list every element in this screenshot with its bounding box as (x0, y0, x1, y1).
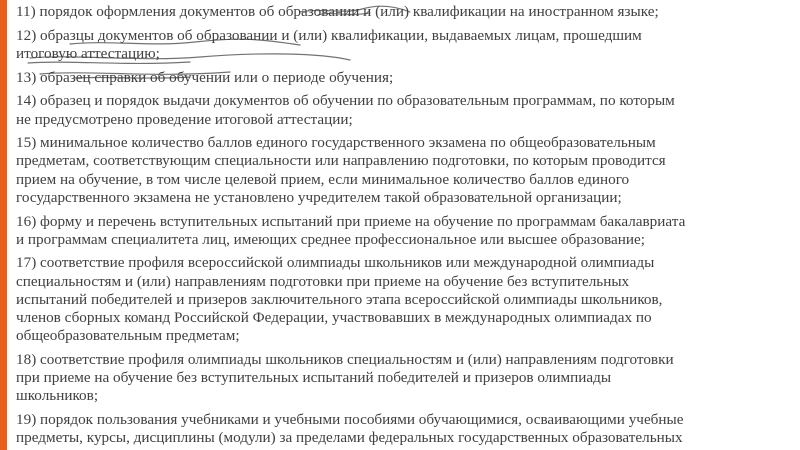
list-item: 15) минимальное количество баллов единого государственного экзамена по общеобразовательным предметам, соответствующим специальности или направлению подготовки, по которым проводится прием на обучение, в том числе целевой прием, если минимальное количество баллов единого государственного экзамена не установлено учредителем такой образовательной организации; (16, 134, 666, 206)
list-item: 16) форму и перечень вступительных испытаний при приеме на обучение по программам бакалавриата и программам специалитета лиц, имеющих среднее профессиональное или высшее образование; (16, 212, 686, 248)
accent-bar (0, 0, 7, 450)
list-item: 14) образец и порядок выдачи документов об обучении по образовательным программам, по которым не предусмотрено проведение итоговой аттестации; (16, 92, 675, 128)
list-item: 17) соответствие профиля всероссийской олимпиады школьников или международной олимпиады специальностям и (или) направлениям подготовки при приеме на обучение без вступительных испытаний победителей и призеров заключительного этапа всероссийской олимпиады школьников, членов сборных команд Российской Федерации, участвовавших в международных олимпиадах по общеобразовательным предметам; (16, 254, 663, 345)
list-item: 19) порядок пользования учебниками и учебными пособиями обучающимися, осваивающими учебные предметы, курсы, дисциплины (модули) за пределами федеральных государственных образовательных (16, 411, 684, 447)
slide-body (16, 3, 796, 450)
list-item: 18) соответствие профиля олимпиады школьников специальностям и (или) направлениям подготовки при приеме на обучение без вступительных испытаний победителей и призеров олимпиады школьников; (16, 350, 674, 405)
list-item: 13) образец справки об обучении или о периоде обучения; (16, 68, 394, 86)
list-item: 12) образцы документов об образовании и (или) квалификации, выдаваемых лицам, прошедшим итоговую аттестацию; (16, 26, 642, 62)
list-item: 11) порядок оформления документов об образовании и (или) квалификации на иностранном языке; (16, 3, 659, 20)
